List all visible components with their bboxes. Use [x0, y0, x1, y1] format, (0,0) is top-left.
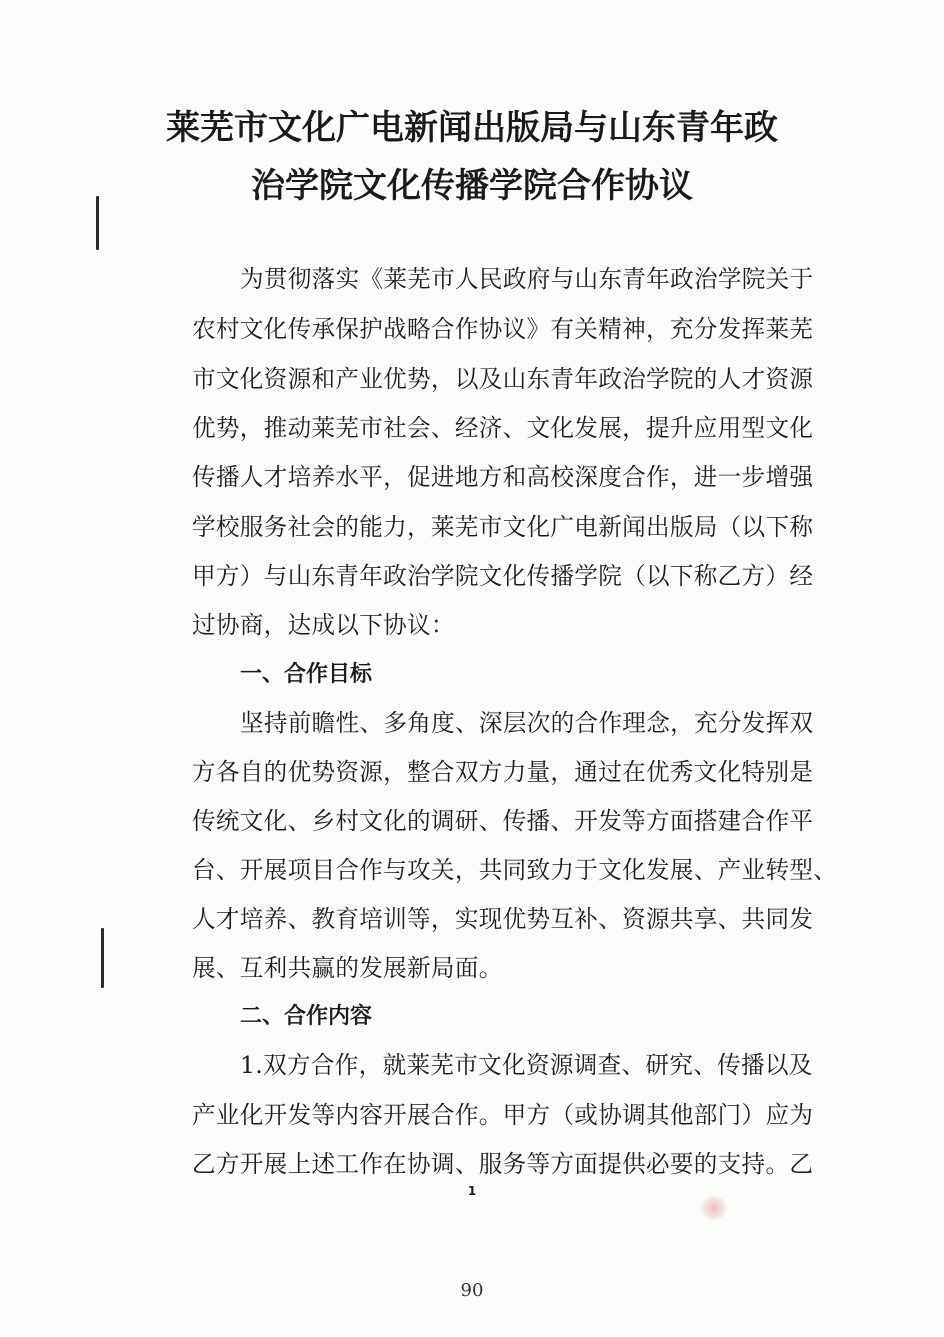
document-title-line-1: 莱芜市文化广电新闻出版局与山东青年政 — [166, 108, 778, 148]
section1-line: 人才培养、教育培训等，实现优势互补、资源共享、共同发 — [192, 905, 814, 933]
intro-line: 市文化资源和产业优势，以及山东青年政治学院的人才资源 — [192, 365, 814, 393]
section1-line: 台、开展项目合作与攻关，共同致力于文化发展、产业转型、 — [192, 856, 838, 884]
intro-line: 为贯彻落实《莱芜市人民政府与山东青年政治学院关于 — [240, 265, 814, 293]
intro-line: 甲方）与山东青年政治学院文化传播学院（以下称乙方）经 — [192, 562, 814, 590]
section2-line: 1.双方合作，就莱芜市文化资源调查、研究、传播以及 — [240, 1051, 813, 1079]
document-title-line-2: 治学院文化传播学院合作协议 — [251, 166, 693, 206]
intro-line: 学校服务社会的能力，莱芜市文化广电新闻出版局（以下称 — [192, 513, 814, 541]
intro-line: 优势，推动莱芜市社会、经济、文化发展，提升应用型文化 — [192, 414, 814, 442]
intro-line: 农村文化传承保护战略合作协议》有关精神，充分发挥莱芜 — [192, 315, 814, 343]
section1-line: 坚持前瞻性、多角度、深层次的合作理念，充分发挥双 — [240, 709, 814, 737]
binding-mark — [101, 928, 104, 988]
section-heading-content: 二、合作内容 — [240, 1004, 373, 1029]
intro-line: 传播人才培养水平，促进地方和高校深度合作，进一步增强 — [192, 463, 814, 491]
section2-line: 产业化开发等内容开展合作。甲方（或协调其他部门）应为 — [192, 1101, 814, 1129]
section1-line: 展、互利共赢的发展新局面。 — [192, 954, 503, 982]
binder-page-number: 90 — [460, 1280, 484, 1301]
stamp-smudge — [700, 1196, 728, 1220]
page-number: 1 — [467, 1184, 477, 1198]
section1-line: 传统文化、乡村文化的调研、传播、开发等方面搭建合作平 — [192, 807, 814, 835]
intro-line: 过协商，达成以下协议： — [192, 611, 455, 639]
section-heading-goals: 一、合作目标 — [240, 662, 373, 687]
section1-line: 方各自的优势资源，整合双方力量，通过在优秀文化特别是 — [192, 758, 814, 786]
section2-line: 乙方开展上述工作在协调、服务等方面提供必要的支持。乙 — [192, 1150, 814, 1178]
